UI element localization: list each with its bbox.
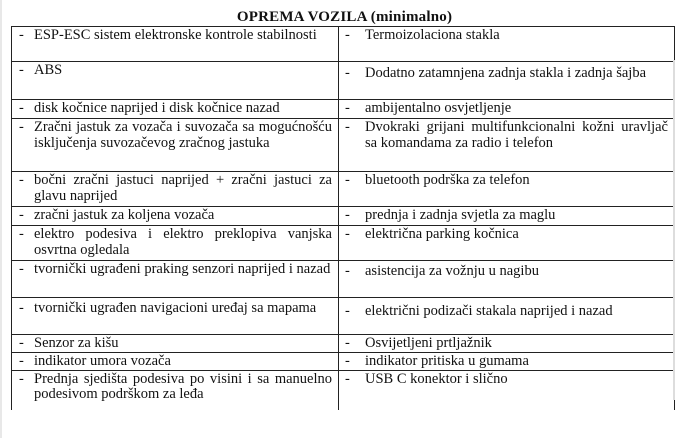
bullet-dash: - — [345, 335, 350, 351]
table-cell-left — [12, 207, 339, 226]
table-row — [12, 62, 675, 100]
equipment-item: asistencija za vožnju u nagibu — [365, 263, 539, 279]
bullet-dash: - — [19, 335, 24, 351]
bullet-dash: - — [19, 261, 24, 277]
table-row — [12, 298, 675, 335]
equipment-item: ABS — [34, 62, 63, 78]
table-row — [12, 370, 675, 410]
bullet-dash: - — [19, 62, 24, 78]
table-cell-left — [12, 370, 339, 410]
table-cell-right — [339, 261, 675, 298]
bullet-dash: - — [19, 370, 24, 387]
table-cell-left — [12, 298, 339, 335]
table-cell-right — [339, 226, 675, 261]
equipment-item: bočni zračni jastuci naprijed + zračni jastuci za glavu naprijed — [34, 172, 332, 204]
table-row — [12, 226, 675, 261]
equipment-item: Osvijetljeni prtljažnik — [365, 335, 492, 351]
bullet-dash: - — [19, 300, 24, 316]
table-cell-left — [12, 27, 339, 62]
bullet-dash: - — [19, 119, 24, 135]
table-cell-right — [339, 62, 675, 100]
equipment-item: bluetooth podrška za telefon — [365, 172, 530, 188]
bullet-dash: - — [345, 100, 350, 116]
bullet-dash: - — [345, 370, 350, 387]
bullet-dash: - — [19, 226, 24, 242]
table-cell-left — [12, 62, 339, 100]
table-cell-right — [339, 27, 675, 62]
bullet-dash: - — [19, 353, 24, 369]
equipment-item: Zračni jastuk za vozača i suvozača sa mogućnošću isključenja suvozačevog zračnog jastuka — [34, 119, 332, 151]
table-cell-left — [12, 335, 339, 353]
equipment-item: elektro podesiva i elektro preklopiva vanjska osvrtna ogledala — [34, 226, 332, 258]
table-cell-right — [339, 207, 675, 226]
bullet-dash: - — [345, 226, 350, 242]
table-cell-right — [339, 353, 675, 371]
bullet-dash: - — [19, 172, 24, 188]
table-row — [12, 353, 675, 371]
equipment-item: USB C konektor i slično — [365, 370, 508, 387]
bullet-dash: - — [19, 100, 24, 116]
bullet-dash: - — [345, 353, 350, 369]
table-cell-right — [339, 298, 675, 335]
table-row — [12, 261, 675, 298]
table-cell-left — [12, 226, 339, 261]
table-row — [12, 335, 675, 353]
page-title: OPREMA VOZILA (minimalno) — [236, 9, 453, 25]
equipment-item: Termoizolaciona stakla — [365, 27, 500, 43]
table-cell-right — [339, 335, 675, 353]
equipment-item: ESP-ESC sistem elektronske kontrole stabilnosti — [34, 27, 317, 43]
equipment-item: električna parking kočnica — [365, 226, 519, 242]
bullet-dash: - — [345, 65, 350, 81]
table-cell-right — [339, 370, 675, 410]
equipment-item: tvornički ugrađeni praking senzori naprijed i nazad — [34, 261, 331, 277]
equipment-item: zračni jastuk za koljena vozača — [34, 207, 215, 223]
bullet-dash: - — [345, 119, 350, 135]
bullet-dash: - — [19, 207, 24, 223]
equipment-item: Senzor za kišu — [34, 335, 119, 351]
equipment-item: tvornički ugrađen navigacioni uređaj sa mapama — [34, 300, 317, 316]
equipment-item: indikator pritiska u gumama — [365, 353, 529, 369]
table-cell-left — [12, 172, 339, 207]
equipment-item: indikator umora vozača — [34, 353, 171, 369]
equipment-item: ambijentalno osvjetljenje — [365, 100, 512, 116]
bullet-dash: - — [345, 207, 350, 223]
table-row — [12, 207, 675, 226]
equipment-item: prednja i zadnja svjetla za maglu — [365, 207, 556, 223]
table-row — [12, 100, 675, 119]
bullet-dash: - — [345, 263, 350, 279]
equipment-table — [11, 26, 675, 410]
table-cell-left — [12, 100, 339, 119]
bullet-dash: - — [345, 172, 350, 188]
equipment-item: Dodatno zatamnjena zadnja stakla i zadnja šajba — [365, 65, 647, 81]
bullet-dash: - — [345, 303, 350, 319]
table-cell-right — [339, 172, 675, 207]
bullet-dash: - — [19, 27, 24, 43]
equipment-item: Prednja sjedišta podesiva po visini i sa manuelno podesivom podrškom za leđa — [34, 370, 332, 402]
table-row — [12, 27, 675, 62]
scan-shadow — [673, 60, 675, 400]
bullet-dash: - — [345, 27, 350, 43]
scan-edge — [0, 0, 2, 438]
table-cell-right — [339, 119, 675, 172]
equipment-item: električni podizači stakala naprijed i nazad — [365, 303, 613, 319]
table-row — [12, 119, 675, 172]
equipment-item: Dvokraki grijani multifunkcionalni kožni uravljač sa komandama za radio i telefon — [365, 119, 668, 151]
table-cell-right — [339, 100, 675, 119]
equipment-item: disk kočnice naprijed i disk kočnice nazad — [34, 100, 280, 116]
table-cell-left — [12, 119, 339, 172]
table-cell-left — [12, 353, 339, 371]
table-cell-left — [12, 261, 339, 298]
table-row — [12, 172, 675, 207]
